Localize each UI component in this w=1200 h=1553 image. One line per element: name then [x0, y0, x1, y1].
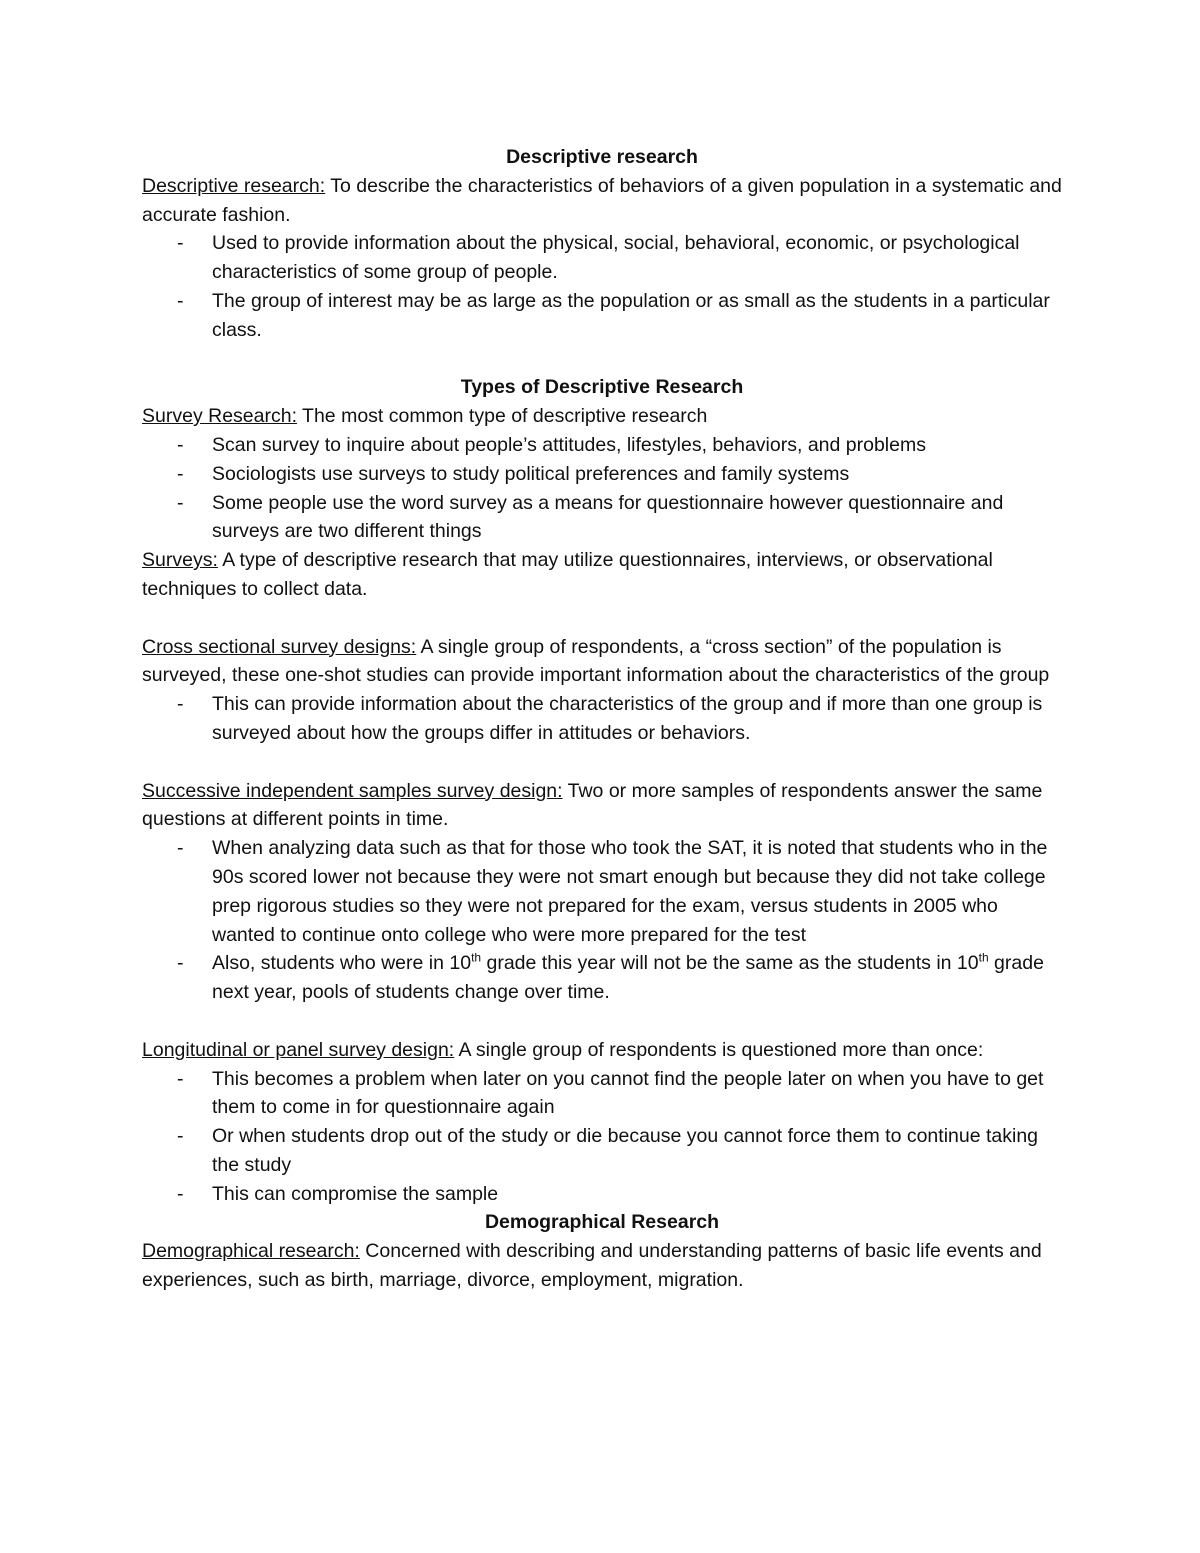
list-item: [142, 690, 1062, 748]
definition-cross-sectional: A single group of respondents, a “cross section” of the population is surveyed, these one-shot studies can provide important information about the characteristics of the group: [142, 635, 1050, 687]
paragraph-longitudinal: [142, 1036, 1062, 1065]
heading-types-of-descriptive-research: Types of Descriptive Research: [460, 376, 744, 399]
bullet-dash: -: [177, 491, 184, 514]
bullet-dash: -: [177, 462, 184, 485]
term-demographical-research: Demographical research:: [142, 1240, 360, 1263]
paragraph-cross-sectional: [142, 633, 1062, 691]
list-item-text-part: Also, students who were in 10: [212, 952, 472, 975]
list-item-text: This becomes a problem when later on you cannot find the people later on when you have to get them to come in for questionnaire again: [212, 1067, 1044, 1119]
list-item-text: Used to provide information about the physical, social, behavioral, economic, or psychological characteristics of some group of people.: [212, 232, 1020, 284]
bullet-dash: -: [177, 693, 184, 716]
bullet-list-cross-sectional: [142, 690, 1062, 748]
list-item-text: Scan survey to inquire about people’s attitudes, lifestyles, behaviors, and problems: [212, 433, 926, 456]
paragraph-successive-independent: [142, 777, 1062, 835]
term-cross-sectional: Cross sectional survey designs:: [142, 635, 417, 658]
definition-surveys: A type of descriptive research that may utilize questionnaires, interviews, or observational techniques to collect data.: [142, 549, 993, 600]
list-item: [142, 287, 1062, 345]
definition-successive-independent: Two or more samples of respondents answer the same questions at different points in time.: [142, 779, 1043, 831]
list-item-text: This can compromise the sample: [212, 1182, 499, 1205]
list-item: [142, 489, 1062, 547]
definition-demographical-research: Concerned with describing and understanding patterns of basic life events and experiences, such as birth, marriage, divorce, employment, migration.: [142, 1240, 1042, 1292]
list-item: [142, 460, 1062, 489]
term-successive-independent: Successive independent samples survey design:: [142, 779, 563, 802]
list-item: [142, 229, 1062, 287]
list-item-text: Sociologists use surveys to study political preferences and family systems: [212, 462, 850, 485]
superscript: th: [471, 950, 482, 965]
term-descriptive-research: Descriptive research:: [142, 174, 326, 197]
definition-descriptive-research: To describe the characteristics of behaviors of a given population in a systematic and accurate fashion.: [142, 174, 1062, 226]
term-surveys: Surveys:: [142, 549, 218, 572]
definition-survey-research: The most common type of descriptive research: [296, 405, 708, 428]
list-item-text: This can provide information about the characteristics of the group and if more than one group is surveyed about how the groups differ in attitudes or behaviors.: [212, 693, 1043, 744]
bullet-dash: -: [177, 952, 184, 975]
list-item: [142, 1180, 1062, 1209]
list-item: [142, 1065, 1062, 1123]
bullet-list-longitudinal: [142, 1065, 1062, 1209]
term-survey-research: Survey Research:: [142, 405, 297, 428]
term-longitudinal: Longitudinal or panel survey design:: [142, 1038, 455, 1061]
bullet-dash: -: [177, 1067, 184, 1090]
bullet-dash: -: [177, 289, 184, 312]
blank-line: [142, 604, 1062, 633]
bullet-dash: -: [177, 1125, 184, 1148]
list-item-text: Some people use the word survey as a means for questionnaire however questionnaire and surveys are two different things: [212, 491, 1004, 543]
blank-line: [142, 1007, 1062, 1036]
list-item-text-part: grade this year will not be the same as the students in 10: [481, 952, 979, 975]
bullet-list-survey: [142, 431, 1062, 546]
list-item-text: The group of interest may be as large as the population or as small as the students in a particular class.: [212, 289, 1050, 341]
bullet-list-descriptive: [142, 229, 1062, 344]
paragraph-demographical-research: [142, 1237, 1062, 1295]
bullet-list-successive: [142, 834, 1062, 1007]
paragraph-survey-research: [142, 402, 1062, 431]
list-item: [142, 1122, 1062, 1180]
list-item-text: When analyzing data such as that for those who took the SAT, it is noted that students who in the 90s scored lower not because they were not smart enough but because they did not take college prep rigorous studies so they were not prepared for the exam, versus students in 2005 who wanted to continue onto college who were more prepared for the test: [212, 837, 1048, 946]
list-item: [142, 431, 1062, 460]
list-item: [142, 949, 1062, 1007]
paragraph-surveys: [142, 546, 1062, 604]
list-item-text-part: grade next year, pools of students change over time.: [212, 952, 1044, 1004]
heading-descriptive-research: Descriptive research: [506, 146, 698, 168]
superscript: th: [978, 950, 989, 965]
bullet-dash: -: [177, 1182, 184, 1205]
list-item: [142, 834, 1062, 949]
definition-longitudinal: A single group of respondents is questioned more than once:: [454, 1038, 984, 1061]
document-page: [142, 143, 1062, 1295]
heading-demographical-research: Demographical Research: [484, 1211, 720, 1234]
paragraph-descriptive-research: [142, 172, 1062, 230]
bullet-dash: -: [177, 232, 184, 255]
list-item-text: Or when students drop out of the study or die because you cannot force them to continue taking the study: [212, 1125, 1039, 1176]
bullet-dash: -: [177, 433, 184, 456]
blank-line: [142, 345, 1062, 374]
bullet-dash: -: [177, 837, 184, 860]
blank-line: [142, 748, 1062, 777]
